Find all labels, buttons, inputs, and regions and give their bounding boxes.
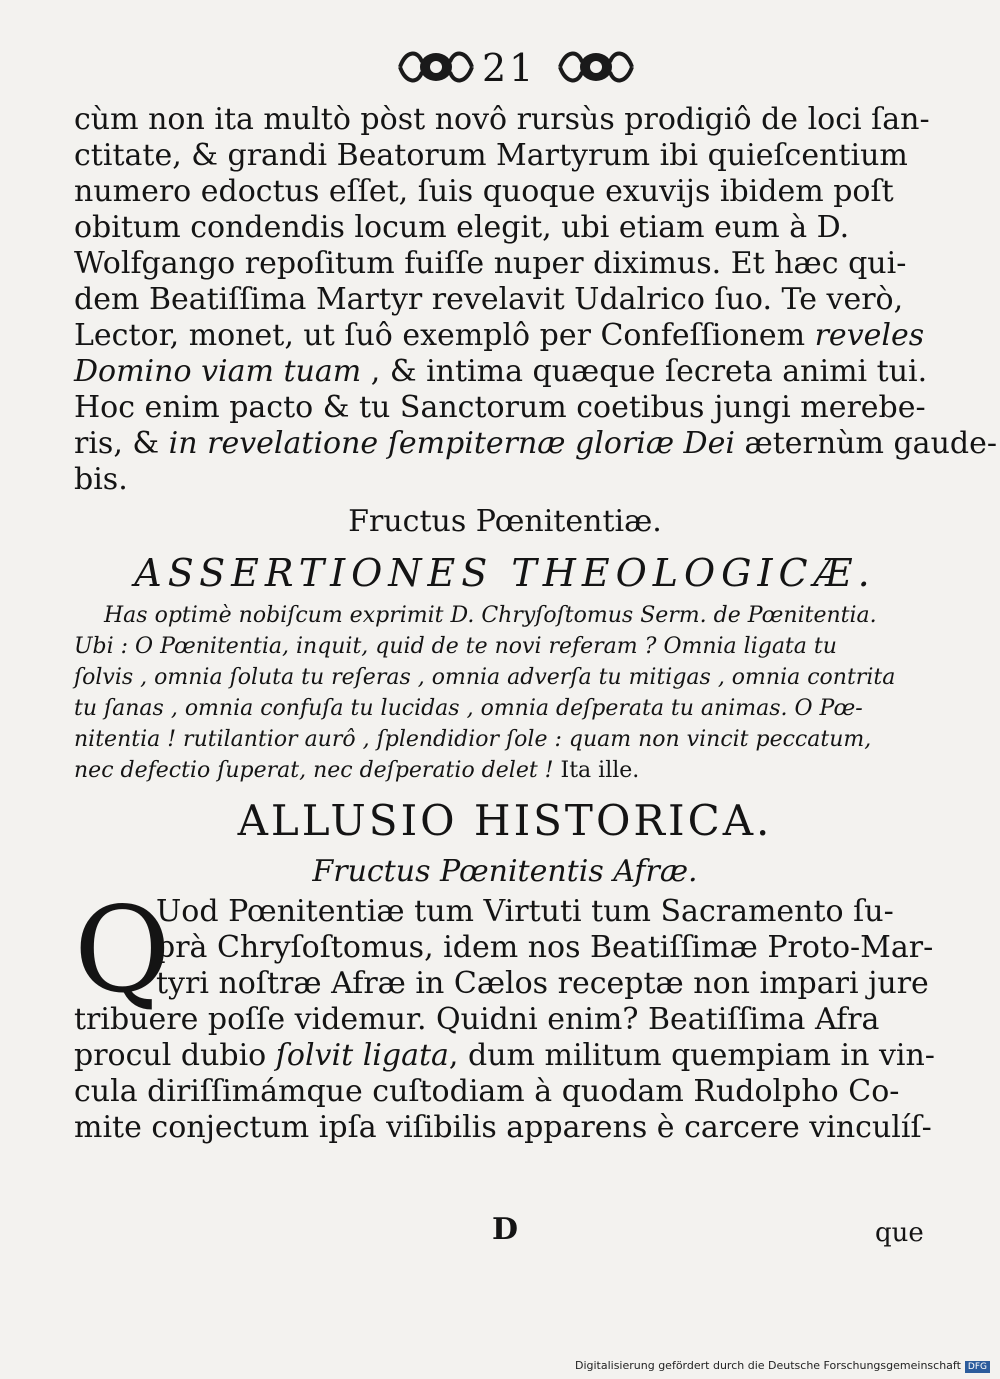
quote-line: Has optimè nobiſcum exprimit D. Chryſoſtomus Serm. de Pœnitentia.	[104, 603, 877, 628]
heading-fructus: Fructus Pœnitentiæ.	[348, 504, 662, 539]
text-line	[74, 426, 997, 462]
text-line: Uod Pœnitentiæ tum Virtuti tum Sacramento ſu-	[156, 894, 894, 929]
quote-line: tu ſanas , omnia confuſa tu lucidas , omnia deſperata tu animas. O Pœ-	[74, 696, 863, 721]
text-segment: , & intima quæque ſecreta animi tui.	[370, 354, 928, 389]
text-line: numero edoctus eſſet, ſuis quoque exuvijs ibidem poſt	[74, 174, 894, 209]
digitization-footer	[575, 1359, 990, 1373]
dfg-logo: DFG	[965, 1361, 990, 1373]
signature-mark: D	[492, 1212, 519, 1247]
text-line: Hoc enim pacto & tu Sanctorum coetibus jungi merebe-	[74, 390, 926, 425]
page-number: 21	[482, 46, 537, 90]
heading-assertiones: ASSERTIONES THEOLOGICÆ.	[134, 551, 876, 595]
text-line: mite conjectum ipſa viſibilis apparens è carcere vinculíſ-	[74, 1110, 932, 1145]
catchword: que	[875, 1218, 924, 1248]
text-line: tyri noſtræ Afræ in Cælos receptæ non impari jure	[156, 966, 929, 1001]
heading-fructus-afrae: Fructus Pœnitentis Afræ.	[312, 854, 698, 889]
drop-cap: Q	[74, 881, 171, 1019]
text-segment: nec defectio ſuperat, nec deſperatio delet !	[74, 758, 554, 783]
quote-block	[74, 600, 936, 786]
italic-segment: Domino viam tuam	[74, 354, 362, 389]
text-segment: procul dubio	[74, 1038, 267, 1073]
text-segment: æternùm gaude-	[744, 426, 997, 461]
italic-segment: in revelatione ſempiternæ gloriæ Dei	[168, 426, 735, 461]
text-line	[74, 318, 936, 354]
text-line	[74, 354, 936, 390]
heading-allusio: ALLUSIO HISTORICA.	[237, 796, 773, 845]
quote-line: Ubi : O Pœnitentia, inquit, quid de te novi referam ? Omnia ligata tu	[74, 634, 837, 659]
text-line: dem Beatiſſima Martyr revelavit Udalrico ſuo. Te verò,	[74, 282, 904, 317]
text-segment: Lector, monet, ut ſuô exemplô per Confeſſionem	[74, 318, 806, 353]
text-line: bis.	[74, 462, 128, 497]
text-line: prà Chryſoſtomus, idem nos Beatiſſimæ Proto-Mar-	[156, 930, 934, 965]
italic-segment: reveles	[814, 318, 925, 353]
text-line: cula diriſſimámque cuſtodiam à quodam Rudolpho Co-	[74, 1074, 900, 1109]
quote-tail: Ita ille.	[560, 758, 640, 783]
text-segment: , dum militum quempiam in vin-	[448, 1038, 935, 1073]
text-line: tribuere poſſe videmur. Quidni enim? Beatiſſima Afra	[74, 1002, 880, 1037]
text-line	[74, 1038, 936, 1074]
quote-line: ſolvis , omnia ſoluta tu reſeras , omnia adverſa tu mitigas , omnia contrita	[74, 665, 896, 690]
quote-line: nitentia ! rutilantior aurô , ſplendidior ſole : quam non vincit peccatum,	[74, 727, 872, 752]
text-line: obitum condendis locum elegit, ubi etiam eum à D.	[74, 210, 850, 245]
left-ornament-icon	[396, 42, 476, 92]
text-line: Wolfgango repoſitum fuiſſe nuper diximus. Et hæc qui-	[74, 246, 907, 281]
text-line: ctitate, & grandi Beatorum Martyrum ibi quieſcentium	[74, 138, 908, 173]
right-ornament-icon	[556, 42, 636, 92]
paragraph-2	[74, 881, 936, 1146]
text-segment: ris, &	[74, 426, 160, 461]
italic-segment: ſolvit ligata	[275, 1038, 449, 1073]
paragraph-1	[74, 102, 997, 498]
footer-text: Digitalisierung gefördert durch die Deutsche Forschungsgemeinschaft	[574, 1359, 961, 1372]
quote-line	[74, 755, 936, 786]
page-body	[74, 102, 997, 1146]
text-line: cùm non ita multò pòst novô rursùs prodigiô de loci ſan-	[74, 102, 930, 137]
page-header	[0, 42, 1000, 102]
